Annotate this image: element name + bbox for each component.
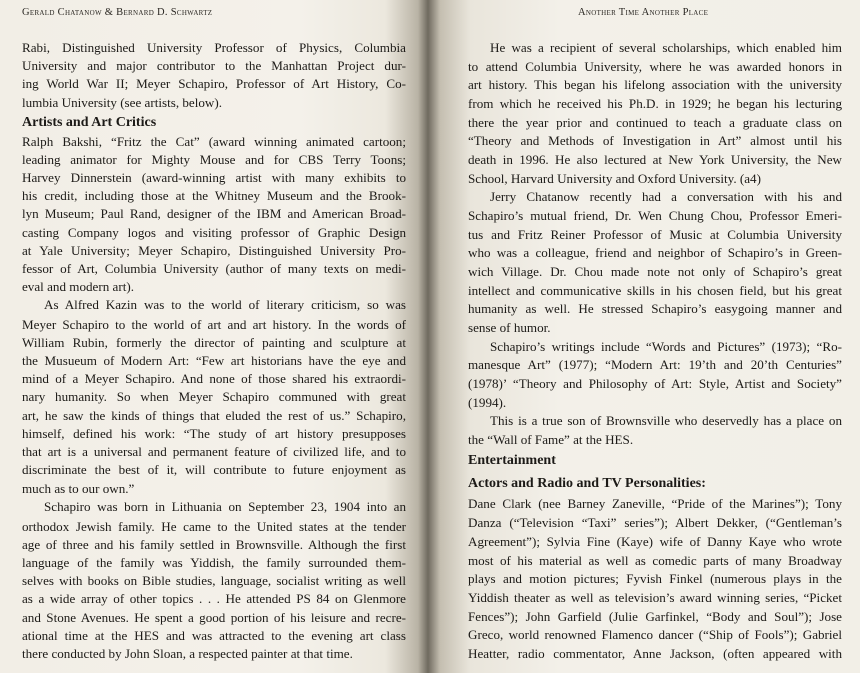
text-line: the “Wall of Fame” at the HES.	[468, 432, 634, 448]
text-line: Danza (“Television “Taxi” series”); Albert Dekker, (“Gentleman’s	[468, 515, 842, 531]
text-line: art, he saw the kinds of things that eluded the rest of us.” Schapiro,	[22, 407, 406, 423]
text-line: Dane Clark (nee Barney Zaneville, “Pride of the Marines”); Tony	[468, 495, 842, 511]
text-line: Meyer Schapiro to the world of art and art history. In the words of	[22, 316, 406, 332]
text-line: nary humanity. So when Meyer Schapiro communed with great	[22, 389, 406, 405]
text-line: “Theory and Methods of Investigation in Art” almost until his	[468, 133, 842, 149]
text-line: ing World War II; Meyer Schapiro, Professor of Art History, Co-	[22, 76, 406, 92]
running-head: Another Time Another Place	[578, 7, 709, 18]
text-line: Rabi, Distinguished University Professor of Physics, Columbia	[22, 40, 406, 55]
text-line: intellect and communicative skills in his chosen field, but his great	[468, 282, 842, 298]
text-line: He was a recipient of several scholarships, which enabled him	[490, 40, 842, 55]
text-line: orthodox Jewish family. He came to the United states at the tender	[22, 518, 406, 534]
text-line: discriminate the best of it, will contribute to future enjoyment as	[22, 462, 406, 478]
text-line: the Musueum of Modern Art: “Few art historians have the eye and	[22, 352, 406, 368]
text-line: (1994).	[468, 394, 507, 410]
text-line: to attend Columbia University, where he was awarded honors in	[468, 58, 842, 74]
text-line: his credit, including those at the Whitney Museum and the Brook-	[22, 188, 406, 204]
text-line: This is a true son of Brownsville who deservedly has a place on	[490, 413, 842, 429]
right-page	[430, 0, 860, 673]
text-line: casting Company logos and visiting professor of Graphic Design	[22, 224, 406, 240]
text-line: manesque Art” (1977); “Modern Art: 19’th and 20’th Centuries”	[468, 357, 842, 373]
text-line: age of three and his family settled in Brownsville. Although the first	[22, 536, 406, 552]
text-line: ational time at the HES and was attracted to the evening art class	[22, 627, 406, 643]
text-line: William Rubin, formerly the director of painting and sculpture at	[22, 334, 406, 350]
text-line: plays and motion pictures; Fyvish Finkel (numerous plays in the	[468, 571, 842, 587]
text-line: as a wide array of other topics . . . He attended PS 84 on Glenmore	[22, 591, 406, 607]
text-line: himself, defined his work: “The study of art history presupposes	[22, 425, 406, 441]
text-line: at Yale University; Meyer Schapiro, Distinguished University Pro-	[22, 242, 406, 258]
text-line: Heatter, radio commentator, Anne Jackson, (often appeared with	[468, 646, 842, 661]
text-line: leading animator for Mighty Mouse and for CBS Terry Toons;	[22, 151, 406, 167]
text-line: Harvey Dinnerstein (award-winning artist with many exhibits to	[22, 169, 406, 185]
text-line: Greco, world renowned Flamenco dancer (“Ship of Fools”); Gabriel	[468, 627, 842, 643]
text-line: Agreement”); Sylvia Fine (Kaye) wife of Danny Kaye who wrote	[468, 533, 842, 549]
text-line: selves with books on Bible studies, language, socialist writing as well	[22, 573, 406, 589]
running-head: Gerald Chatanow & Bernard D. Schwartz	[22, 7, 213, 18]
text-line: most of his material as well as comedic parts of many Broadway	[468, 552, 842, 568]
text-line: Jerry Chatanow recently had a conversation with his and	[490, 189, 842, 205]
text-line: wich Village. Dr. Chou made note not only of Schapiro’s great	[468, 264, 842, 280]
text-line: (1978)’ “Theory and Philosophy of Art: Style, Artist and Society”	[468, 376, 842, 392]
text-line: sense of humor.	[468, 320, 551, 336]
section-heading: Entertainment	[468, 453, 556, 469]
text-line: lumbia University (see artists, below).	[22, 94, 222, 110]
text-line: University and major contributor to the Manhattan Project dur-	[22, 58, 406, 74]
text-line: mind of a Meyer Schapiro. And none of those shared his extraordi-	[22, 371, 406, 387]
section-heading: Artists and Art Critics	[22, 114, 157, 130]
text-line: Fences”); John Garfield (Julie Garfinkel, “Body and Soul”); Jose	[468, 608, 842, 624]
text-line: who was a colleague, friend and neighbor of Schapiro’s in Green-	[468, 245, 842, 261]
text-line: As Alfred Kazin was to the world of literary criticism, so was	[44, 297, 406, 313]
text-line: humanity as well. He stressed Schapiro’s easygoing manner and	[468, 301, 842, 317]
text-line: Ralph Bakshi, “Fritz the Cat” (award winning animated cartoon;	[22, 133, 406, 149]
text-line: from which he received his Ph.D. in 1929; he began his lecturing	[468, 96, 842, 112]
text-line: Yiddish theater as well as television’s award winning series, “Picket	[468, 589, 842, 605]
text-line: there the year prior and continued to teach a graduate class on	[468, 114, 842, 130]
text-line: death in 1996. He also lectured at New York University, the New	[468, 152, 842, 168]
text-line: lyn Museum; Paul Rand, designer of the IBM and American Broad-	[22, 206, 406, 222]
text-line: fessor of Art, Columbia University (author of many texts on medi-	[22, 261, 406, 277]
text-line: School, Harvard University and Oxford University. (a4)	[468, 170, 761, 186]
text-line: that art is a universal and permanent feature of civilized life, and to	[22, 444, 406, 459]
text-line: tus and Fritz Reiner Professor of Music at Columbia University	[468, 226, 842, 242]
left-page	[0, 0, 428, 673]
text-line: Schapiro’s mutual friend, Dr. Wen Chung Chou, Professor Emeri-	[468, 208, 842, 224]
text-line: and Stone Avenues. He spent a good portion of his leisure and recre-	[22, 609, 406, 625]
section-heading: Actors and Radio and TV Personalities:	[468, 476, 706, 492]
text-line: art history. This began his lifelong association with the university	[468, 77, 842, 93]
text-line: Schapiro was born in Lithuania on September 23, 1904 into an	[44, 499, 406, 515]
text-line: there conducted by John Sloan, a respected painter at that time.	[22, 646, 353, 661]
text-line: eval and modern art).	[22, 279, 134, 295]
text-line: much as to our own.”	[22, 481, 135, 497]
text-line: Schapiro’s writings include “Words and Pictures” (1973); “Ro-	[490, 338, 842, 354]
text-line: language of the family was Yiddish, the family surrounded them-	[22, 554, 406, 570]
